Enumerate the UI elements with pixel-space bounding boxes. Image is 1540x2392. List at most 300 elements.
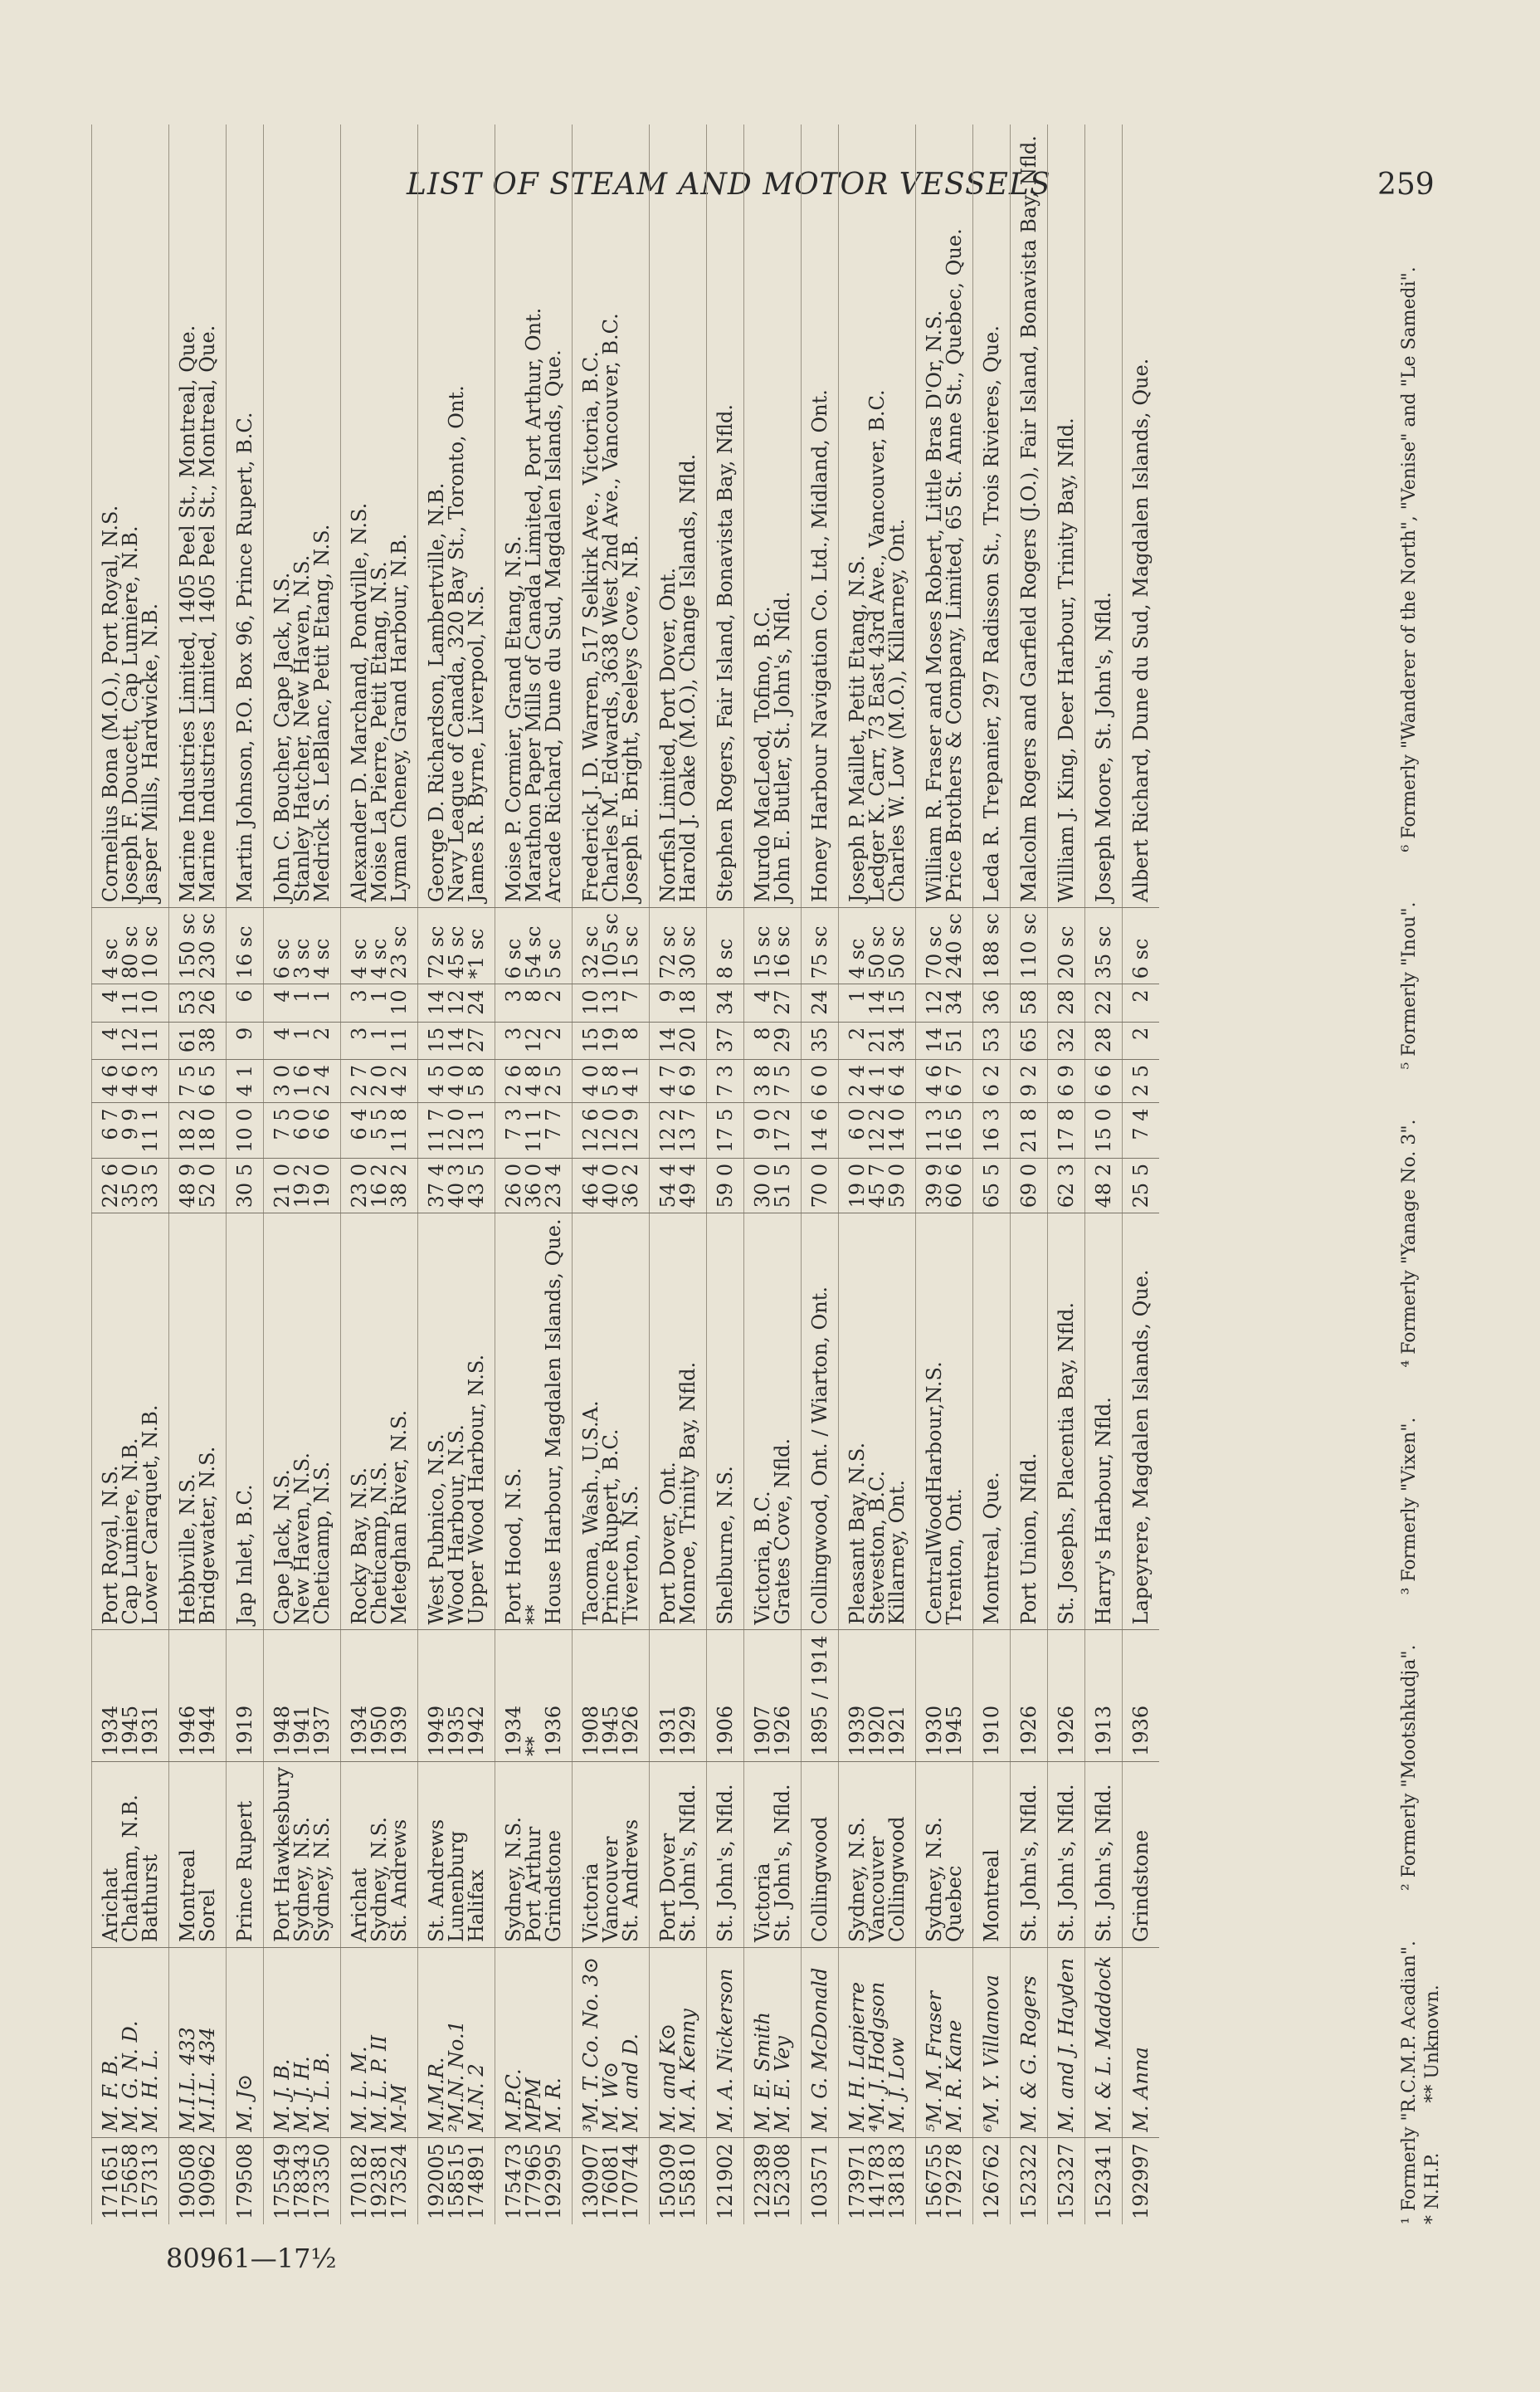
year-built: 1906	[707, 1630, 744, 1762]
horsepower: 6 sc	[1123, 908, 1160, 984]
place-built: Pleasant Bay, N.S.	[839, 1213, 868, 1630]
length: 54 4	[650, 1158, 679, 1213]
year-built: 1921	[887, 1630, 916, 1762]
footnote: ² Formerly "Mootshkudja".	[1399, 1644, 1420, 1892]
net-tonnage: 3	[495, 984, 524, 1022]
place-built: Lower Caraquet, N.B.	[140, 1213, 169, 1630]
gross-tonnage: 3	[495, 1022, 524, 1059]
place-built: Cheticamp, N.S.	[369, 1213, 389, 1630]
rotated-register	[91, 124, 1469, 2224]
port-of-registry: St. John's, Nfld.	[1011, 1761, 1048, 1947]
year-built: 1934	[92, 1630, 121, 1762]
net-tonnage: 7	[621, 984, 650, 1022]
breadth: 12 0	[601, 1103, 621, 1158]
horsepower: 23 sc	[389, 908, 418, 984]
breadth: 13 1	[466, 1103, 495, 1158]
place-built: Cape Jack, N.S.	[264, 1213, 293, 1630]
net-tonnage: 14	[867, 984, 887, 1022]
vessel-name: ²M.N. No.1	[446, 1948, 466, 2138]
horsepower: 20 sc	[1048, 908, 1085, 984]
length: 21 0	[264, 1158, 293, 1213]
table-row	[916, 124, 945, 2224]
length: 49 4	[678, 1158, 707, 1213]
place-built: Upper Wood Harbour, N.S.	[466, 1213, 495, 1630]
breadth: 9 9	[120, 1103, 140, 1158]
depth: 4 0	[446, 1060, 466, 1103]
net-tonnage: 10	[389, 984, 418, 1022]
breadth: 21 8	[1011, 1103, 1048, 1158]
gross-tonnage: 12	[524, 1022, 543, 1059]
length: 35 0	[120, 1158, 140, 1213]
gross-tonnage: 4	[264, 1022, 293, 1059]
depth: 4 6	[120, 1060, 140, 1103]
breadth: 17 5	[707, 1103, 744, 1158]
vessel-name: M. and J. Hayden	[1048, 1948, 1085, 2138]
owner-address: Joseph F. Doucett, Cap Lumiere, N.B.	[119, 525, 142, 903]
net-tonnage: 24	[802, 984, 839, 1022]
owner-address: Navy League of Canada, 320 Bay St., Toronto, Ont.	[445, 385, 468, 903]
year-built: 1926	[772, 1630, 802, 1762]
length: 19 0	[312, 1158, 341, 1213]
gross-tonnage: 1	[292, 1022, 312, 1059]
horsepower: 8 sc	[707, 908, 744, 984]
length: 59 0	[887, 1158, 916, 1213]
gross-tonnage: 53	[973, 1022, 1011, 1059]
vessel-name: ³M. T. Co. No. 3⊙	[573, 1948, 602, 2138]
owner-address: Medrick S. LeBlanc, Petit Etang, N.S.	[310, 524, 334, 903]
gross-tonnage: 8	[744, 1022, 773, 1059]
owner-address: Charles W. Low (M.O.), Killarney, Ont.	[885, 518, 909, 903]
port-of-registry: Port Dover	[650, 1761, 679, 1947]
vessel-name: M-M	[389, 1948, 418, 2138]
horsepower: 6 sc	[495, 908, 524, 984]
depth: 9 2	[1011, 1060, 1048, 1103]
vessel-group	[839, 124, 916, 2224]
port-of-registry: St. John's, Nfld.	[772, 1761, 802, 1947]
vessel-name: MPM	[524, 1948, 543, 2138]
owner-address: Stephen Rogers, Fair Island, Bonavista Bay, Nfld.	[714, 404, 737, 903]
gross-tonnage: 2	[1123, 1022, 1160, 1059]
vessel-group	[1048, 124, 1085, 2224]
breadth: 11 1	[140, 1103, 169, 1158]
table-row	[573, 124, 602, 2224]
length: 30 0	[744, 1158, 773, 1213]
depth: 4 1	[867, 1060, 887, 1103]
port-of-registry: Bathurst	[140, 1761, 169, 1947]
year-built: 1910	[973, 1630, 1011, 1762]
length: 19 0	[839, 1158, 868, 1213]
year-built: 1934	[495, 1630, 524, 1762]
net-tonnage: 10	[140, 984, 169, 1022]
vessel-name: M.I.L. 433	[169, 1948, 198, 2138]
official-number: 152341	[1085, 2137, 1123, 2224]
horsepower: 16 sc	[772, 908, 802, 984]
vessel-name: M. J⊙	[227, 1948, 264, 2138]
depth: 3 0	[264, 1060, 293, 1103]
length: 60 6	[944, 1158, 973, 1213]
port-of-registry: Sydney, N.S.	[495, 1761, 524, 1947]
table-row	[621, 124, 650, 2224]
place-built: Montreal, Que.	[973, 1213, 1011, 1630]
vessel-group	[650, 124, 707, 2224]
vessel-name: M. and K⊙	[650, 1948, 679, 2138]
table-row	[543, 124, 573, 2224]
length: 46 4	[573, 1158, 602, 1213]
vessel-name: M. Anna	[1123, 1948, 1160, 2138]
vessel-name: M. J. Low	[887, 1948, 916, 2138]
horsepower: 16 sc	[227, 908, 264, 984]
official-number: 170744	[621, 2137, 650, 2224]
year-built: 1936	[543, 1630, 573, 1762]
year-built: 1908	[573, 1630, 602, 1762]
official-number: 192005	[418, 2137, 447, 2224]
breadth: 14 0	[887, 1103, 916, 1158]
depth: 2 5	[1123, 1060, 1160, 1103]
footnotes	[1398, 124, 1445, 2224]
depth: 6 7	[944, 1060, 973, 1103]
length: 40 3	[446, 1158, 466, 1213]
official-number: 178343	[292, 2137, 312, 2224]
port-of-registry: Halifax	[466, 1761, 495, 1947]
table-row	[839, 124, 868, 2224]
breadth: 6 7	[92, 1103, 121, 1158]
gross-tonnage: 51	[944, 1022, 973, 1059]
vessel-name: M. H. L.	[140, 1948, 169, 2138]
horsepower: 70 sc	[916, 908, 945, 984]
owner-address: Cornelius Bona (M.O.), Port Royal, N.S.	[99, 505, 122, 903]
official-number: 175658	[120, 2137, 140, 2224]
official-number: 179508	[227, 2137, 264, 2224]
horsepower: 72 sc	[650, 908, 679, 984]
gross-tonnage: 2	[543, 1022, 573, 1059]
net-tonnage: 14	[418, 984, 447, 1022]
port-of-registry: St. John's, Nfld.	[1085, 1761, 1123, 1947]
horsepower: 72 sc	[418, 908, 447, 984]
depth: 4 8	[524, 1060, 543, 1103]
breadth: 17 8	[1048, 1103, 1085, 1158]
official-number: 190508	[169, 2137, 198, 2224]
place-built: Cheticamp, N.S.	[312, 1213, 341, 1630]
year-built: 1935	[446, 1630, 466, 1762]
place-built: Shelburne, N.S.	[707, 1213, 744, 1630]
place-built: Port Dover, Ont.	[650, 1213, 679, 1630]
year-built: 1920	[867, 1630, 887, 1762]
length: 52 0	[197, 1158, 227, 1213]
gross-tonnage: 14	[916, 1022, 945, 1059]
table-row	[1048, 124, 1085, 2224]
net-tonnage: 1	[369, 984, 389, 1022]
table-row	[120, 124, 140, 2224]
length: 45 7	[867, 1158, 887, 1213]
depth: 6 6	[1085, 1060, 1123, 1103]
horsepower: 4 sc	[341, 908, 370, 984]
official-number: 170182	[341, 2137, 370, 2224]
length: 43 5	[466, 1158, 495, 1213]
gross-tonnage: 3	[341, 1022, 370, 1059]
place-built: Grates Cove, Nfld.	[772, 1213, 802, 1630]
year-built: 1926	[1011, 1630, 1048, 1762]
year-built: 1941	[292, 1630, 312, 1762]
net-tonnage: 34	[944, 984, 973, 1022]
vessel-group	[973, 124, 1011, 2224]
port-of-registry: Sydney, N.S.	[292, 1761, 312, 1947]
length: 36 2	[621, 1158, 650, 1213]
length: 16 2	[369, 1158, 389, 1213]
port-of-registry: Prince Rupert	[227, 1761, 264, 1947]
place-built: Bridgewater, N.S.	[197, 1213, 227, 1630]
net-tonnage: 4	[264, 984, 293, 1022]
official-number: 174891	[466, 2137, 495, 2224]
year-built: 1945	[601, 1630, 621, 1762]
breadth: 7 4	[1123, 1103, 1160, 1158]
owner-address: Arcade Richard, Dune du Sud, Magdalen Islands, Que.	[542, 349, 565, 903]
vessel-register-table	[91, 124, 1159, 2224]
breadth: 11 3	[916, 1103, 945, 1158]
table-row	[1123, 124, 1160, 2224]
horsepower: 240 sc	[944, 908, 973, 984]
place-built: Hebbville, N.S.	[169, 1213, 198, 1630]
vessel-group	[341, 124, 418, 2224]
depth: 6 2	[973, 1060, 1011, 1103]
table-row	[227, 124, 264, 2224]
table-row	[369, 124, 389, 2224]
official-number: 150309	[650, 2137, 679, 2224]
net-tonnage: 58	[1011, 984, 1048, 1022]
official-number: 121902	[707, 2137, 744, 2224]
breadth: 17 2	[772, 1103, 802, 1158]
place-built: CentralWoodHarbour,N.S.	[916, 1213, 945, 1630]
depth: 6 9	[678, 1060, 707, 1103]
vessel-group	[1123, 124, 1160, 2224]
horsepower: 4 sc	[839, 908, 868, 984]
length: 59 0	[707, 1158, 744, 1213]
vessel-name: M. G. McDonald	[802, 1948, 839, 2138]
vessel-name: M. L. P. II	[369, 1948, 389, 2138]
gross-tonnage: 61	[169, 1022, 198, 1059]
net-tonnage: 1	[312, 984, 341, 1022]
official-number: 179278	[944, 2137, 973, 2224]
place-built: Trenton, Ont.	[944, 1213, 973, 1630]
horsepower: 230 sc	[197, 908, 227, 984]
horsepower: 150 sc	[169, 908, 198, 984]
length: 69 0	[1011, 1158, 1048, 1213]
gross-tonnage: 21	[867, 1022, 887, 1059]
net-tonnage: 6	[227, 984, 264, 1022]
vessel-name: M. F. B.	[92, 1948, 121, 2138]
horsepower: 4 sc	[369, 908, 389, 984]
net-tonnage: 26	[197, 984, 227, 1022]
length: 65 5	[973, 1158, 1011, 1213]
net-tonnage: 22	[1085, 984, 1123, 1022]
net-tonnage: 9	[650, 984, 679, 1022]
owner-address: Joseph Moore, St. John's, Nfld.	[1092, 592, 1115, 903]
place-built: Port Royal, N.S.	[92, 1213, 121, 1630]
depth: 2 5	[543, 1060, 573, 1103]
table-row	[678, 124, 707, 2224]
net-tonnage: 1	[292, 984, 312, 1022]
depth: 4 1	[227, 1060, 264, 1103]
place-built: Rocky Bay, N.S.	[341, 1213, 370, 1630]
horsepower: 50 sc	[887, 908, 916, 984]
port-of-registry: Sydney, N.S.	[369, 1761, 389, 1947]
gross-tonnage: 27	[466, 1022, 495, 1059]
length: 62 3	[1048, 1158, 1085, 1213]
breadth: 12 6	[573, 1103, 602, 1158]
owner-address: Martin Johnson, P.O. Box 96, Prince Rupert, B.C.	[233, 412, 256, 903]
breadth: 12 9	[621, 1103, 650, 1158]
port-of-registry: Sorel	[197, 1761, 227, 1947]
table-row	[744, 124, 773, 2224]
gross-tonnage: 2	[312, 1022, 341, 1059]
place-built: St. Josephs, Placentia Bay, Nfld.	[1048, 1213, 1085, 1630]
owner-address: Alexander D. Marchand, Pondville, N.S.	[348, 502, 371, 903]
owner-address: John C. Boucher, Cape Jack, N.S.	[270, 572, 294, 903]
gross-tonnage: 19	[601, 1022, 621, 1059]
port-of-registry: Port Hawkesbury	[264, 1761, 293, 1947]
gross-tonnage: 35	[802, 1022, 839, 1059]
depth: 2 6	[495, 1060, 524, 1103]
table-row	[1085, 124, 1123, 2224]
depth: 4 6	[916, 1060, 945, 1103]
place-built: Monroe, Trinity Bay, Nfld.	[678, 1213, 707, 1630]
port-of-registry: St. John's, Nfld.	[707, 1761, 744, 1947]
owner-address: Leda R. Trepanier, 297 Radisson St., Trois Rivieres, Que.	[980, 325, 1003, 903]
vessel-name: M.P.C.	[495, 1948, 524, 2138]
breadth: 18 2	[169, 1103, 198, 1158]
year-built: 1926	[1048, 1630, 1085, 1762]
net-tonnage: 12	[916, 984, 945, 1022]
length: 37 4	[418, 1158, 447, 1213]
breadth: 11 1	[524, 1103, 543, 1158]
vessel-name: M. & L. Maddock	[1085, 1948, 1123, 2138]
vessel-name: M. A. Nickerson	[707, 1948, 744, 2138]
gross-tonnage: 38	[197, 1022, 227, 1059]
official-number: 190962	[197, 2137, 227, 2224]
table-row	[312, 124, 341, 2224]
port-of-registry: St. Andrews	[389, 1761, 418, 1947]
place-built: Victoria, B.C.	[744, 1213, 773, 1630]
owner-address: James R. Byrne, Liverpool, N.S.	[465, 584, 488, 903]
gross-tonnage: 28	[1085, 1022, 1123, 1059]
depth: 4 7	[650, 1060, 679, 1103]
owner-address: George D. Richardson, Lambertville, N.B.	[425, 482, 448, 903]
table-row	[264, 124, 293, 2224]
owner-address: William R. Fraser and Moses Robert, Little Bras D'Or, N.S.	[923, 310, 946, 903]
breadth: 15 0	[1085, 1103, 1123, 1158]
port-of-registry: Chatham, N.B.	[120, 1761, 140, 1947]
depth: 4 0	[573, 1060, 602, 1103]
gross-tonnage: 11	[389, 1022, 418, 1059]
year-built: **	[524, 1630, 543, 1762]
horsepower: *1 sc	[466, 908, 495, 984]
length: 26 0	[495, 1158, 524, 1213]
depth: 6 0	[802, 1060, 839, 1103]
port-of-registry: St. Andrews	[621, 1761, 650, 1947]
port-of-registry: St. John's, Nfld.	[1048, 1761, 1085, 1947]
breadth: 12 2	[650, 1103, 679, 1158]
depth: 5 8	[466, 1060, 495, 1103]
port-of-registry: Port Arthur	[524, 1761, 543, 1947]
official-number: 157313	[140, 2137, 169, 2224]
official-number: 155810	[678, 2137, 707, 2224]
year-built: 1926	[621, 1630, 650, 1762]
official-number: 130907	[573, 2137, 602, 2224]
depth: 4 2	[389, 1060, 418, 1103]
vessel-name: M. L. M.	[341, 1948, 370, 2138]
breadth: 6 4	[341, 1103, 370, 1158]
owner-address: Stanley Hatcher, New Haven, N.S.	[290, 554, 314, 903]
horsepower: 110 sc	[1011, 908, 1048, 984]
net-tonnage: 4	[92, 984, 121, 1022]
breadth: 16 3	[973, 1103, 1011, 1158]
gross-tonnage: 4	[92, 1022, 121, 1059]
year-built: 1931	[140, 1630, 169, 1762]
depth: 2 4	[839, 1060, 868, 1103]
table-row	[650, 124, 679, 2224]
official-number: 126762	[973, 2137, 1011, 2224]
breadth: 18 0	[197, 1103, 227, 1158]
official-number: 156755	[916, 2137, 945, 2224]
owner-address: Moise P. Cormier, Grand Etang, N.S.	[502, 535, 525, 903]
official-number: 152322	[1011, 2137, 1048, 2224]
net-tonnage: 15	[887, 984, 916, 1022]
year-built: 1913	[1085, 1630, 1123, 1762]
table-row	[446, 124, 466, 2224]
year-built: 1939	[389, 1630, 418, 1762]
table-row	[601, 124, 621, 2224]
table-row	[92, 124, 121, 2224]
owner-address: Albert Richard, Dune du Sud, Magdalen Islands, Que.	[1129, 358, 1153, 903]
port-of-registry: Lunenburg	[446, 1761, 466, 1947]
breadth: 7 7	[543, 1103, 573, 1158]
horsepower: 35 sc	[1085, 908, 1123, 984]
footnote: ** Unknown.	[1422, 1984, 1443, 2103]
port-of-registry: Grindstone	[543, 1761, 573, 1947]
owner-address: Honey Harbour Navigation Co. Ltd., Midland, Ont.	[808, 389, 831, 903]
horsepower: 10 sc	[140, 908, 169, 984]
vessel-group	[573, 124, 650, 2224]
length: 33 5	[140, 1158, 169, 1213]
port-of-registry: Vancouver	[601, 1761, 621, 1947]
year-built: 1944	[197, 1630, 227, 1762]
vessel-group	[916, 124, 973, 2224]
owner-address: John E. Butler, St. John's, Nfld.	[771, 591, 794, 903]
depth: 2 7	[341, 1060, 370, 1103]
owner-address: Malcolm Rogers and Garfield Rogers (J.O.), Fair Island, Bonavista Bay, Nfld.	[1017, 135, 1040, 903]
breadth: 13 7	[678, 1103, 707, 1158]
table-row	[973, 124, 1011, 2224]
place-built: Meteghan River, N.S.	[389, 1213, 418, 1630]
table-row	[389, 124, 418, 2224]
horsepower: 15 sc	[621, 908, 650, 984]
net-tonnage: 28	[1048, 984, 1085, 1022]
official-number: 171651	[92, 2137, 121, 2224]
vessel-group	[707, 124, 744, 2224]
gross-tonnage: 37	[707, 1022, 744, 1059]
year-built: 1936	[1123, 1630, 1160, 1762]
depth: 1 6	[292, 1060, 312, 1103]
table-row	[466, 124, 495, 2224]
length: 39 9	[916, 1158, 945, 1213]
net-tonnage: 3	[341, 984, 370, 1022]
year-built: 1907	[744, 1630, 773, 1762]
table-row	[524, 124, 543, 2224]
depth: 6 4	[887, 1060, 916, 1103]
running-title: LIST OF STEAM AND MOTOR VESSELS	[407, 168, 1051, 202]
place-built: Port Hood, N.S.	[495, 1213, 524, 1630]
breadth: 12 2	[867, 1103, 887, 1158]
horsepower: 4 sc	[92, 908, 121, 984]
